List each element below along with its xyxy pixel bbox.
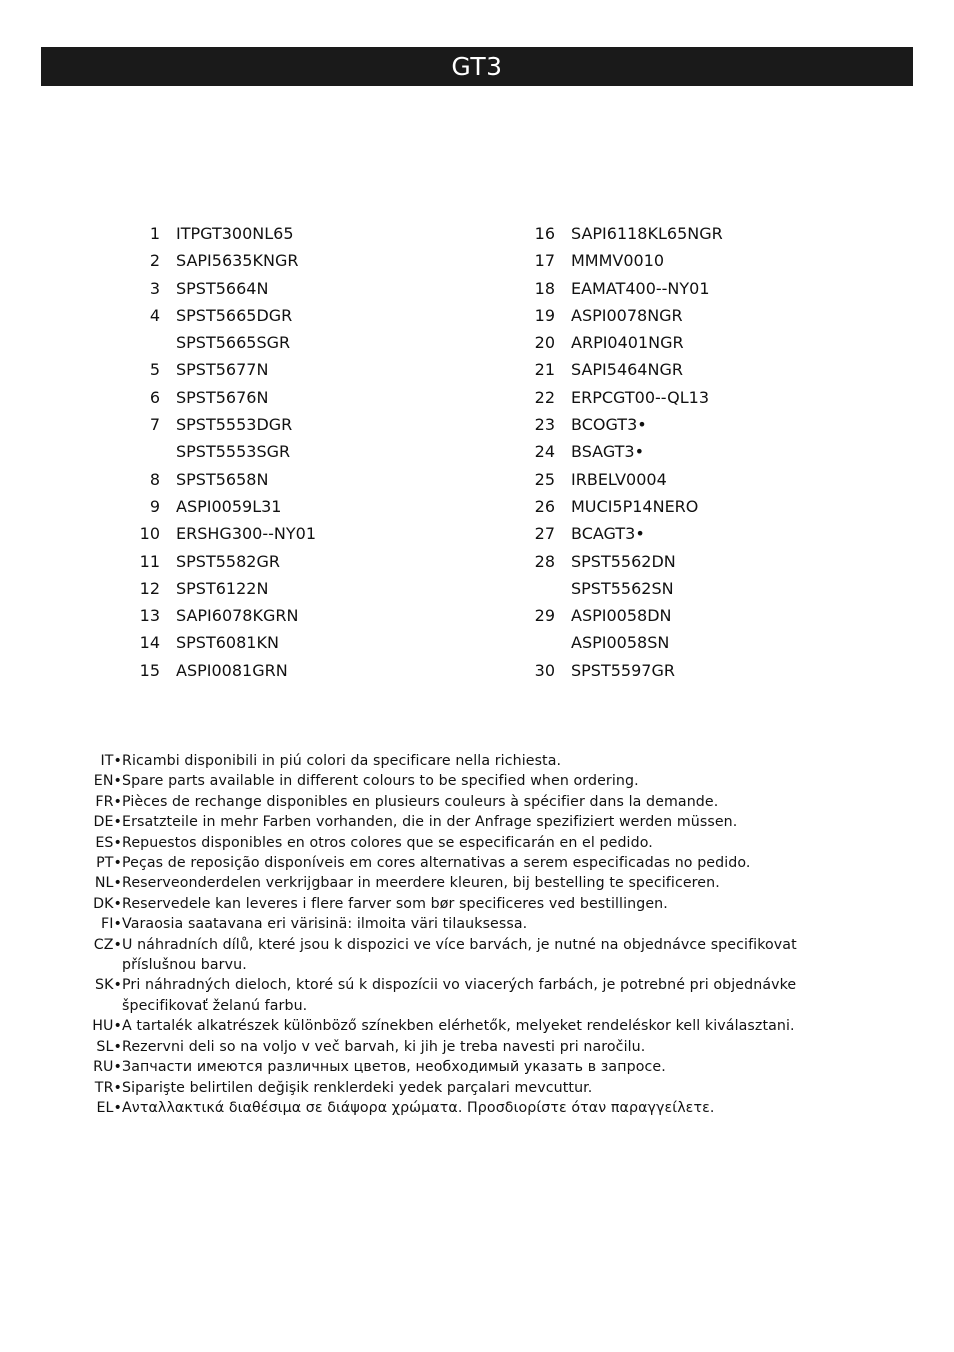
part-number: 15 [139,660,160,680]
title-bar [41,47,913,86]
part-row [118,657,316,684]
part-code: SAPI5464NGR [571,360,683,380]
part-code: ERSHG300--NY01 [176,524,316,544]
note-text: Запчасти имеются различных цветов, необходимый указать в запросе. [122,1059,666,1076]
note-text: Ανταλλακτικά διαθέσιμα σε διάψορα χρώματα. Προσδιορίστε όταν παραγγείλετε. [122,1099,715,1116]
part-codes [571,466,667,493]
part-codes [571,493,698,520]
part-codes [571,329,684,356]
part-codes [571,247,664,274]
part-number: 18 [534,278,555,298]
part-number: 29 [534,606,555,626]
note-item [70,1057,870,1077]
part-row [513,520,723,547]
part-code: ITPGT300NL65 [176,224,294,243]
page-title: GT3 [451,52,503,81]
part-codes [176,657,288,684]
note-language-code: NL• [94,875,122,892]
part-code: ERPCGT00--QL13 [571,387,710,407]
part-code: SPST5562DN [571,551,676,571]
part-row [513,411,723,438]
note-item [70,935,870,976]
part-row [118,275,316,302]
part-number: 2 [149,251,160,271]
part-codes [176,384,268,411]
part-row [118,356,316,383]
part-number: 9 [149,496,160,516]
note-item [70,1098,870,1118]
note-text: Reservedele kan leveres i flere farver som bør specificeres ved bestillingen. [122,895,668,912]
part-row [513,548,723,603]
note-language-code: HU• [92,1018,122,1035]
part-code: SPST5677N [176,360,269,380]
part-code: BSAGT3• [571,442,645,462]
note-language-code: EN• [93,773,122,790]
part-number: 3 [149,278,160,298]
part-code: SPST5562SN [571,578,674,598]
note-language-code: FI• [100,916,122,933]
part-row [118,548,316,575]
part-code: SPST5582GR [176,551,280,571]
part-codes [571,548,676,603]
part-row [118,220,316,247]
part-code: SPST5676N [176,387,269,407]
note-item [70,1016,870,1036]
part-code: SPST6081KN [176,633,279,653]
part-row [513,356,723,383]
note-item [70,833,870,853]
note-text: Peças de reposição disponíveis em cores alternativas a serem especificadas no pedido. [122,855,751,872]
part-code: MUCI5P14NERO [571,496,699,516]
part-codes [176,356,268,383]
part-codes [571,438,644,465]
note-language-code: IT• [100,753,122,769]
part-number: 24 [534,442,555,462]
note-text: Rezervni deli so na voljo v več barvah, ki jih je treba navesti pri naročilu. [122,1038,646,1055]
part-row [513,466,723,493]
note-text: U náhradních dílů, které jsou k dispozici ve více barvách, je nutné na objednávce specifikovat příslušnou barvu. [122,936,797,974]
note-text: Varaosia saatavana eri värisinä: ilmoita väri tilauksessa. [122,916,528,933]
part-codes [176,411,292,466]
part-row [513,657,723,684]
part-number: 19 [534,305,555,325]
note-text: Siparişte belirtilen değişik renklerdeki yedek parçalari mevcuttur. [122,1079,593,1096]
part-codes [176,220,294,247]
part-number: 26 [534,496,555,516]
part-row [118,629,316,656]
part-number: 11 [139,551,160,571]
color-notes-list [70,751,870,1118]
part-codes [176,548,280,575]
part-row [513,602,723,657]
note-text: Ricambi disponibili in piú colori da specificare nella richiesta. [122,753,562,769]
note-language-code: ES• [95,834,122,851]
part-codes [571,275,710,302]
part-number: 17 [534,251,555,271]
note-text: Pièces de rechange disponibles en plusieurs couleurs à spécifier dans la demande. [122,793,719,810]
part-code: SPST5597GR [571,660,675,680]
part-row [513,220,723,247]
note-item [70,751,870,771]
part-row [513,302,723,329]
part-code: SPST5665SGR [176,333,291,353]
part-code: BCAGT3• [571,524,645,544]
note-item [70,1078,870,1098]
part-code: SPST5658N [176,469,269,489]
part-code: ASPI0078NGR [571,305,683,325]
part-number: 20 [534,333,555,353]
part-row [118,384,316,411]
part-number: 21 [534,360,555,380]
note-item [70,975,870,1016]
note-language-code: DK• [93,895,122,912]
part-code: ASPI0059L31 [176,496,282,516]
part-codes [176,466,268,493]
part-number: 8 [149,469,160,489]
note-text: A tartalék alkatrészek különböző színekben elérhetők, melyeket rendeléskor kell kiválasztani. [122,1018,795,1035]
part-codes [571,302,683,329]
part-code: SPST5665DGR [176,305,293,325]
note-item [70,792,870,812]
part-code: ASPI0058SN [571,633,670,653]
part-number: 5 [149,360,160,380]
part-number: 13 [139,606,160,626]
part-code: SPST5553SGR [176,442,291,462]
part-number: 6 [149,387,160,407]
part-row [118,411,316,466]
part-number: 12 [139,578,160,598]
part-codes [176,602,298,629]
note-language-code: DE• [93,814,122,831]
part-codes [176,520,316,547]
part-codes [176,629,279,656]
part-row [513,438,723,465]
part-code: IRBELV0004 [571,469,667,489]
note-item [70,812,870,832]
note-language-code: CZ• [93,936,122,953]
part-number: 23 [534,415,555,435]
part-codes [176,302,292,357]
part-number: 16 [534,224,555,243]
part-number: 28 [534,551,555,571]
note-item [70,914,870,934]
note-language-code: SK• [95,977,122,994]
note-item [70,1037,870,1057]
note-language-code: TR• [94,1079,122,1096]
part-number: 30 [534,660,555,680]
part-number: 25 [534,469,555,489]
part-number: 14 [139,633,160,653]
part-code: EAMAT400--NY01 [571,278,710,298]
part-number: 1 [149,224,160,243]
part-codes [571,602,671,657]
part-codes [571,356,683,383]
note-text: Ersatzteile in mehr Farben vorhanden, die in der Anfrage spezifiziert werden müssen. [122,814,738,831]
part-codes [176,493,281,520]
part-row [513,384,723,411]
note-language-code: EL• [96,1099,122,1116]
part-row [118,493,316,520]
part-row [118,302,316,357]
part-codes [571,384,709,411]
part-code: SAPI5635KNGR [176,251,299,271]
note-text: Pri náhradných dieloch, ktoré sú k dispozícii vo viacerých farbách, je potrebné pri objednávke špecifikovať želanú farbu. [122,977,797,1014]
parts-list-right [513,220,723,684]
part-code: ASPI0058DN [571,606,672,626]
part-codes [571,520,645,547]
part-row [118,466,316,493]
part-code: SAPI6118KL65NGR [571,224,723,243]
part-codes [176,247,298,274]
note-item [70,873,870,893]
part-code: ASPI0081GRN [176,660,288,680]
part-codes [176,275,268,302]
part-row [513,329,723,356]
part-number: 7 [149,415,160,435]
note-text: Reserveonderdelen verkrijgbaar in meerdere kleuren, bij bestelling te specificeren. [122,875,720,892]
part-codes [176,575,268,602]
part-row [513,493,723,520]
note-text: Spare parts available in different colours to be specified when ordering. [122,773,639,790]
part-codes [571,220,723,247]
note-language-code: SL• [96,1038,122,1055]
part-code: SAPI6078KGRN [176,606,299,626]
part-row [118,575,316,602]
note-item [70,853,870,873]
part-code: MMMV0010 [571,251,665,271]
note-text: Repuestos disponibles en otros colores que se especificarán en el pedido. [122,834,653,851]
note-item [70,894,870,914]
part-number: 4 [149,305,160,325]
part-row [513,247,723,274]
parts-list-left [118,220,316,684]
part-row [118,602,316,629]
part-codes [571,411,647,438]
note-language-code: RU• [93,1059,122,1076]
part-code: SPST6122N [176,578,269,598]
part-row [513,275,723,302]
note-language-code: FR• [95,793,122,810]
part-code: SPST5664N [176,278,269,298]
part-row [118,520,316,547]
part-number: 27 [534,524,555,544]
note-language-code: PT• [96,855,122,872]
part-number: 10 [139,524,160,544]
note-item [70,771,870,791]
part-code: SPST5553DGR [176,415,293,435]
part-code: ARPI0401NGR [571,333,684,353]
part-code: BCOGT3• [571,415,647,435]
part-row [118,247,316,274]
part-number: 22 [534,387,555,407]
part-codes [571,657,675,684]
